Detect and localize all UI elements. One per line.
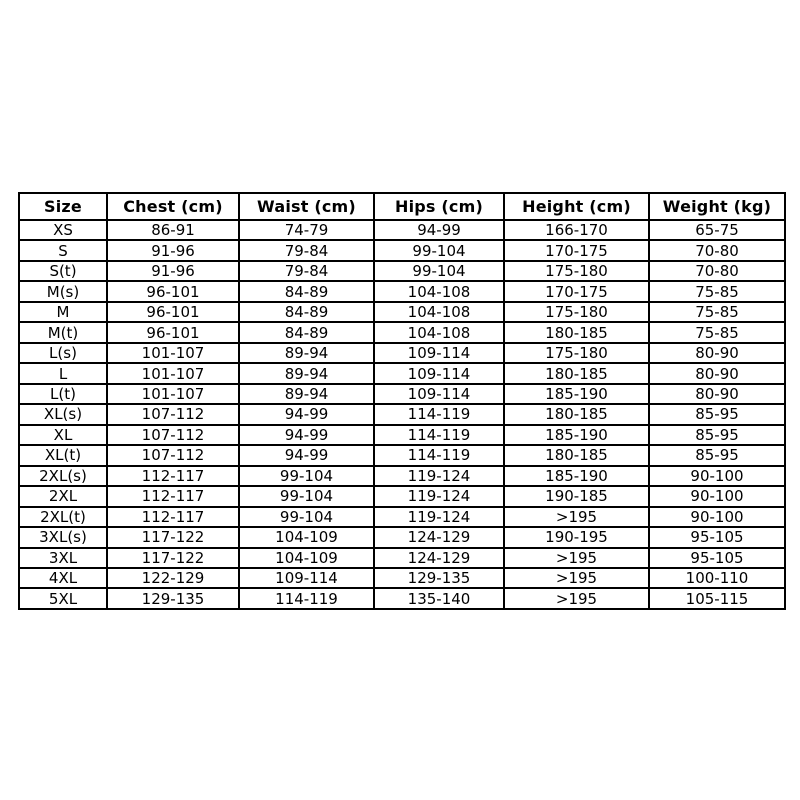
table-row [19, 261, 785, 281]
table-cell: >195 [504, 507, 649, 527]
table-cell: 79-84 [239, 240, 374, 260]
table-cell: 114-119 [239, 588, 374, 609]
table-cell: 90-100 [649, 466, 785, 486]
table-cell: 170-175 [504, 240, 649, 260]
table-cell: 185-190 [504, 466, 649, 486]
size-cell: L [19, 363, 107, 383]
table-row [19, 220, 785, 240]
table-cell: 101-107 [107, 343, 239, 363]
table-cell: 85-95 [649, 445, 785, 465]
table-cell: 124-129 [374, 548, 504, 568]
size-cell: 2XL(t) [19, 507, 107, 527]
size-cell: 3XL [19, 548, 107, 568]
size-cell: 4XL [19, 568, 107, 588]
size-cell: L(s) [19, 343, 107, 363]
table-cell: 99-104 [239, 466, 374, 486]
table-row [19, 507, 785, 527]
size-cell: XL(s) [19, 404, 107, 424]
table-cell: 104-108 [374, 322, 504, 342]
table-cell: 180-185 [504, 363, 649, 383]
table-cell: 129-135 [107, 588, 239, 609]
table-row [19, 404, 785, 424]
table-cell: 75-85 [649, 281, 785, 301]
table-cell: 75-85 [649, 322, 785, 342]
size-cell: 2XL(s) [19, 466, 107, 486]
table-row [19, 548, 785, 568]
table-cell: 114-119 [374, 445, 504, 465]
table-cell: 175-180 [504, 343, 649, 363]
table-cell: 101-107 [107, 363, 239, 383]
table-cell: 185-190 [504, 425, 649, 445]
table-cell: 99-104 [374, 240, 504, 260]
table-cell: 117-122 [107, 527, 239, 547]
table-cell: 96-101 [107, 322, 239, 342]
table-body [19, 220, 785, 609]
table-cell: 89-94 [239, 343, 374, 363]
size-cell: L(t) [19, 384, 107, 404]
table-cell: 94-99 [239, 445, 374, 465]
table-row [19, 486, 785, 506]
table-cell: 94-99 [374, 220, 504, 240]
table-cell: 112-117 [107, 466, 239, 486]
table-cell: 166-170 [504, 220, 649, 240]
table-cell: 85-95 [649, 404, 785, 424]
table-row [19, 445, 785, 465]
table-row [19, 568, 785, 588]
size-cell: XL [19, 425, 107, 445]
table-cell: 100-110 [649, 568, 785, 588]
table-cell: 104-108 [374, 302, 504, 322]
table-cell: >195 [504, 568, 649, 588]
header-height: Height (cm) [504, 193, 649, 220]
table-cell: 190-195 [504, 527, 649, 547]
table-cell: 190-185 [504, 486, 649, 506]
table-cell: 80-90 [649, 363, 785, 383]
table-cell: 170-175 [504, 281, 649, 301]
table-cell: 91-96 [107, 261, 239, 281]
size-cell: XL(t) [19, 445, 107, 465]
table-cell: 119-124 [374, 507, 504, 527]
size-chart-table [18, 192, 786, 610]
table-row [19, 384, 785, 404]
table-cell: 80-90 [649, 343, 785, 363]
table-row [19, 281, 785, 301]
table-cell: 180-185 [504, 445, 649, 465]
table-cell: 107-112 [107, 425, 239, 445]
table-cell: 89-94 [239, 384, 374, 404]
table-cell: 96-101 [107, 302, 239, 322]
table-cell: 94-99 [239, 425, 374, 445]
table-cell: >195 [504, 548, 649, 568]
table-cell: 101-107 [107, 384, 239, 404]
header-weight: Weight (kg) [649, 193, 785, 220]
table-cell: 79-84 [239, 261, 374, 281]
size-cell: S [19, 240, 107, 260]
table-cell: 96-101 [107, 281, 239, 301]
table-cell: 180-185 [504, 404, 649, 424]
table-cell: 112-117 [107, 507, 239, 527]
table-cell: 109-114 [239, 568, 374, 588]
size-cell: 2XL [19, 486, 107, 506]
table-row [19, 240, 785, 260]
table-cell: 124-129 [374, 527, 504, 547]
table-cell: 90-100 [649, 486, 785, 506]
table-row [19, 343, 785, 363]
table-cell: 85-95 [649, 425, 785, 445]
table-cell: 84-89 [239, 302, 374, 322]
table-cell: 84-89 [239, 322, 374, 342]
table-cell: 90-100 [649, 507, 785, 527]
table-row [19, 527, 785, 547]
table-cell: 180-185 [504, 322, 649, 342]
table-cell: 107-112 [107, 404, 239, 424]
table-cell: 95-105 [649, 527, 785, 547]
size-cell: M [19, 302, 107, 322]
header-waist: Waist (cm) [239, 193, 374, 220]
table-cell: 117-122 [107, 548, 239, 568]
table-cell: 80-90 [649, 384, 785, 404]
header-row [19, 193, 785, 220]
table-cell: 107-112 [107, 445, 239, 465]
size-cell: M(s) [19, 281, 107, 301]
table-cell: 175-180 [504, 261, 649, 281]
table-cell: 185-190 [504, 384, 649, 404]
table-row [19, 466, 785, 486]
table-cell: 94-99 [239, 404, 374, 424]
table-cell: 112-117 [107, 486, 239, 506]
table-cell: 74-79 [239, 220, 374, 240]
header-chest: Chest (cm) [107, 193, 239, 220]
table-row [19, 322, 785, 342]
table-cell: 70-80 [649, 261, 785, 281]
table-row [19, 302, 785, 322]
table-cell: 114-119 [374, 404, 504, 424]
table-cell: 109-114 [374, 343, 504, 363]
table-header [19, 193, 785, 220]
table-cell: 105-115 [649, 588, 785, 609]
table-cell: 114-119 [374, 425, 504, 445]
table-cell: 104-109 [239, 527, 374, 547]
header-size: Size [19, 193, 107, 220]
header-hips: Hips (cm) [374, 193, 504, 220]
table-row [19, 425, 785, 445]
size-cell: M(t) [19, 322, 107, 342]
table-cell: 95-105 [649, 548, 785, 568]
table-cell: 122-129 [107, 568, 239, 588]
table-cell: 109-114 [374, 384, 504, 404]
table-cell: 119-124 [374, 466, 504, 486]
table-cell: 104-108 [374, 281, 504, 301]
table-cell: 129-135 [374, 568, 504, 588]
table-cell: 135-140 [374, 588, 504, 609]
size-cell: 5XL [19, 588, 107, 609]
size-cell: XS [19, 220, 107, 240]
table-cell: >195 [504, 588, 649, 609]
table-cell: 119-124 [374, 486, 504, 506]
table-cell: 109-114 [374, 363, 504, 383]
size-cell: S(t) [19, 261, 107, 281]
table-cell: 70-80 [649, 240, 785, 260]
table-cell: 104-109 [239, 548, 374, 568]
table-cell: 89-94 [239, 363, 374, 383]
table-cell: 65-75 [649, 220, 785, 240]
table-cell: 84-89 [239, 281, 374, 301]
table-cell: 99-104 [239, 507, 374, 527]
table-row [19, 363, 785, 383]
table-cell: 99-104 [374, 261, 504, 281]
size-cell: 3XL(s) [19, 527, 107, 547]
table-cell: 75-85 [649, 302, 785, 322]
table-cell: 86-91 [107, 220, 239, 240]
table-cell: 91-96 [107, 240, 239, 260]
table-cell: 99-104 [239, 486, 374, 506]
table-cell: 175-180 [504, 302, 649, 322]
table-row [19, 588, 785, 609]
